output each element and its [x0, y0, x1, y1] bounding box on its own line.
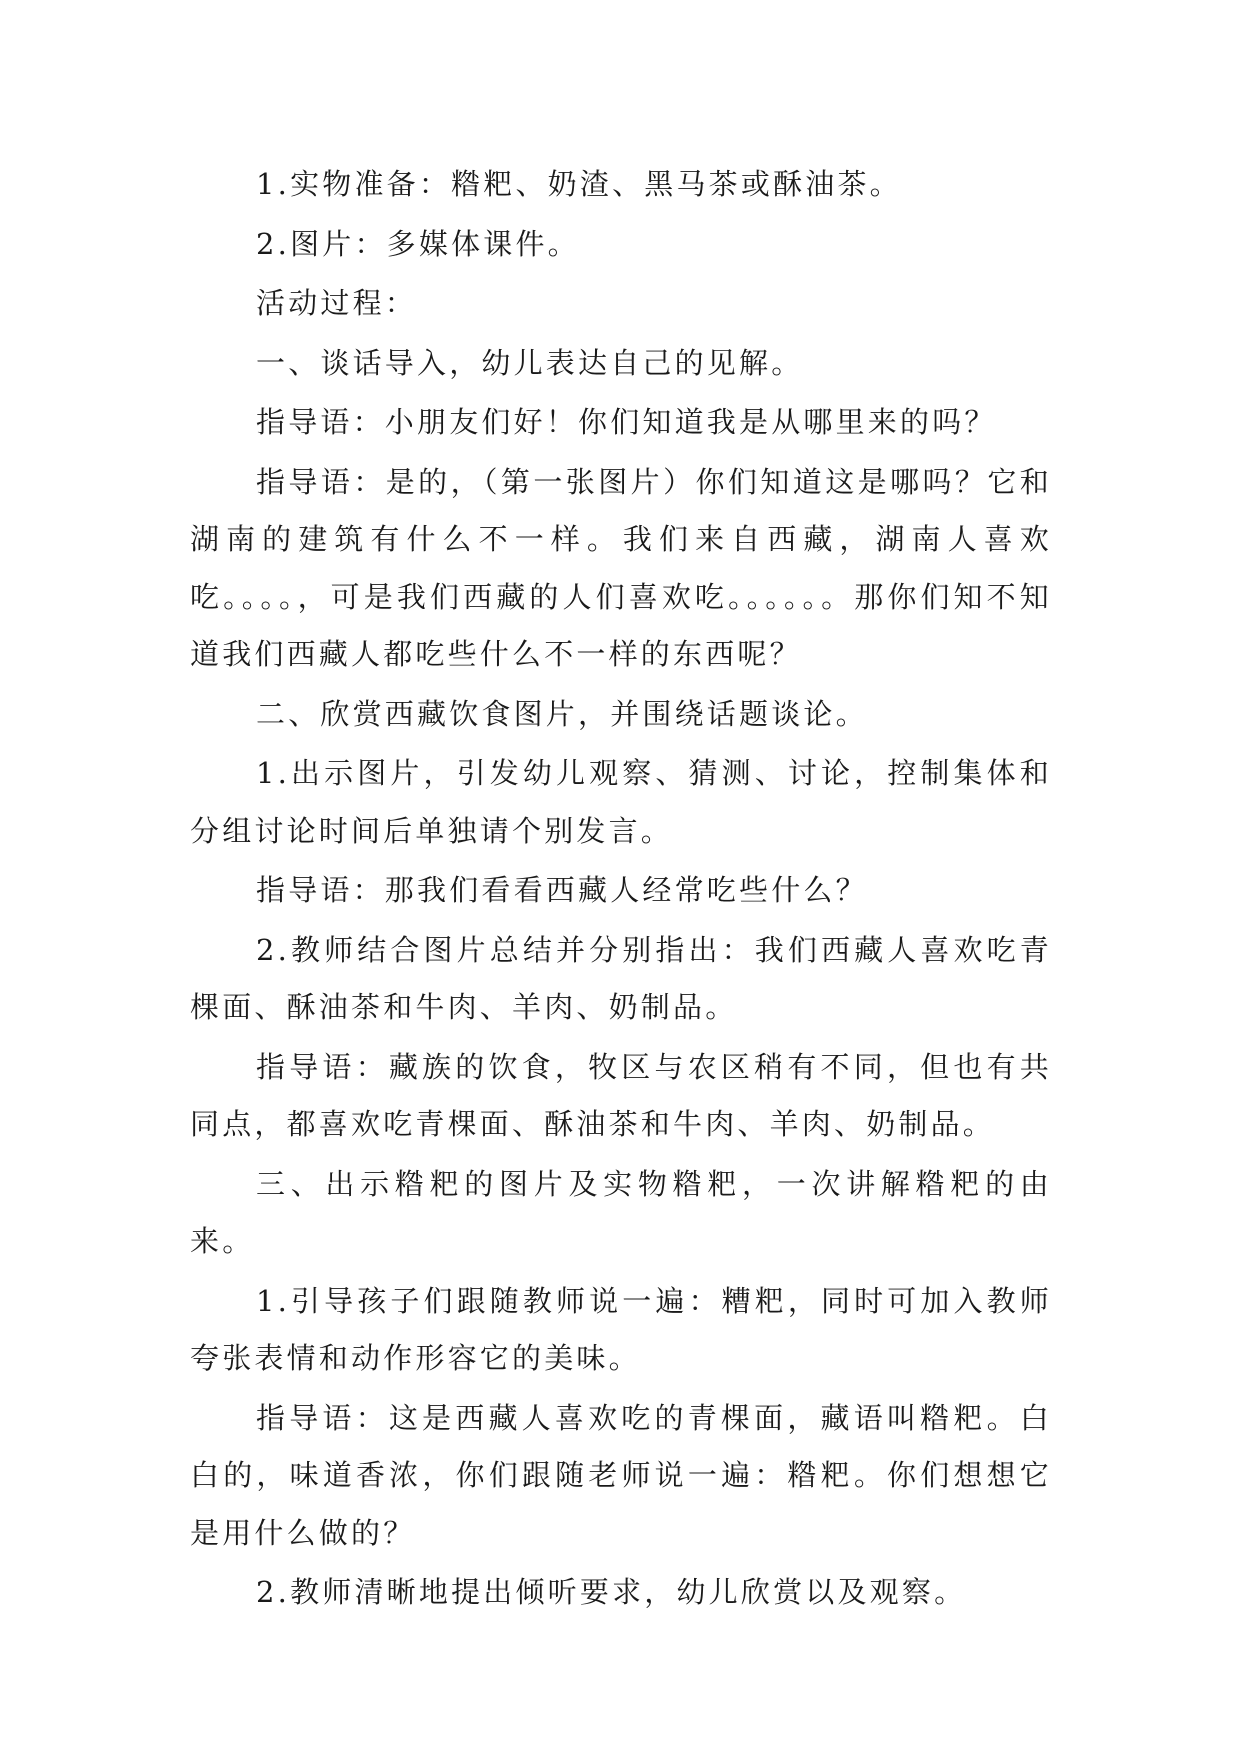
- material-item-2: 2.图片：多媒体课件。: [256, 226, 580, 261]
- guidance-paragraph: 指导语：这是西藏人喜欢吃的青棵面，藏语叫糌粑。白白的，味道香浓，你们跟随老师说一遍：糌粑。你们想想它是用什么做的？: [190, 1400, 1052, 1550]
- document-body: [190, 156, 1052, 1624]
- step-2-item-2: 2.教师结合图片总结并分别指出：我们西藏人喜欢吃青棵面、酥油茶和牛肉、羊肉、奶制品。: [190, 932, 1052, 1024]
- guidance-paragraph: 指导语：小朋友们好！你们知道我是从哪里来的吗？: [256, 405, 997, 439]
- guidance-paragraph: 指导语：是的，（第一张图片）你们知道这是哪吗？它和湖南的建筑有什么不一样。我们来自西藏，湖南人喜欢吃。。。。，可是我们西藏的人们喜欢吃。。。。。。那你们知不知道我们西藏人都吃些什么不一样的东西呢？: [190, 464, 1052, 671]
- step-2-item-1: 1.出示图片，引发幼儿观察、猜测、讨论，控制集体和分组讨论时间后单独请个别发言。: [190, 756, 1052, 848]
- step-2-heading: 二、欣赏西藏饮食图片，并围绕话题谈论。: [256, 696, 868, 731]
- step-3-item-2: 2.教师清晰地提出倾听要求，幼儿欣赏以及观察。: [256, 1575, 967, 1609]
- step-3-item-1: 1.引导孩子们跟随教师说一遍：糟粑，同时可加入教师夸张表情和动作形容它的美味。: [190, 1283, 1052, 1375]
- material-item-1: 1.实物准备：糌粑、奶渣、黑马茶或酥油茶。: [256, 167, 902, 201]
- section-heading-process: 活动过程：: [256, 286, 418, 320]
- guidance-paragraph: 指导语：那我们看看西藏人经常吃些什么？: [256, 873, 868, 907]
- guidance-paragraph: 指导语：藏族的饮食，牧区与农区稍有不同，但也有共同点，都喜欢吃青棵面、酥油茶和牛肉、羊肉、奶制品。: [190, 1049, 1052, 1141]
- step-1-heading: 一、谈话导入，幼儿表达自己的见解。: [256, 345, 804, 380]
- step-3-heading: 三、出示糌粑的图片及实物糌粑，一次讲解糌粑的由来。: [190, 1166, 1052, 1258]
